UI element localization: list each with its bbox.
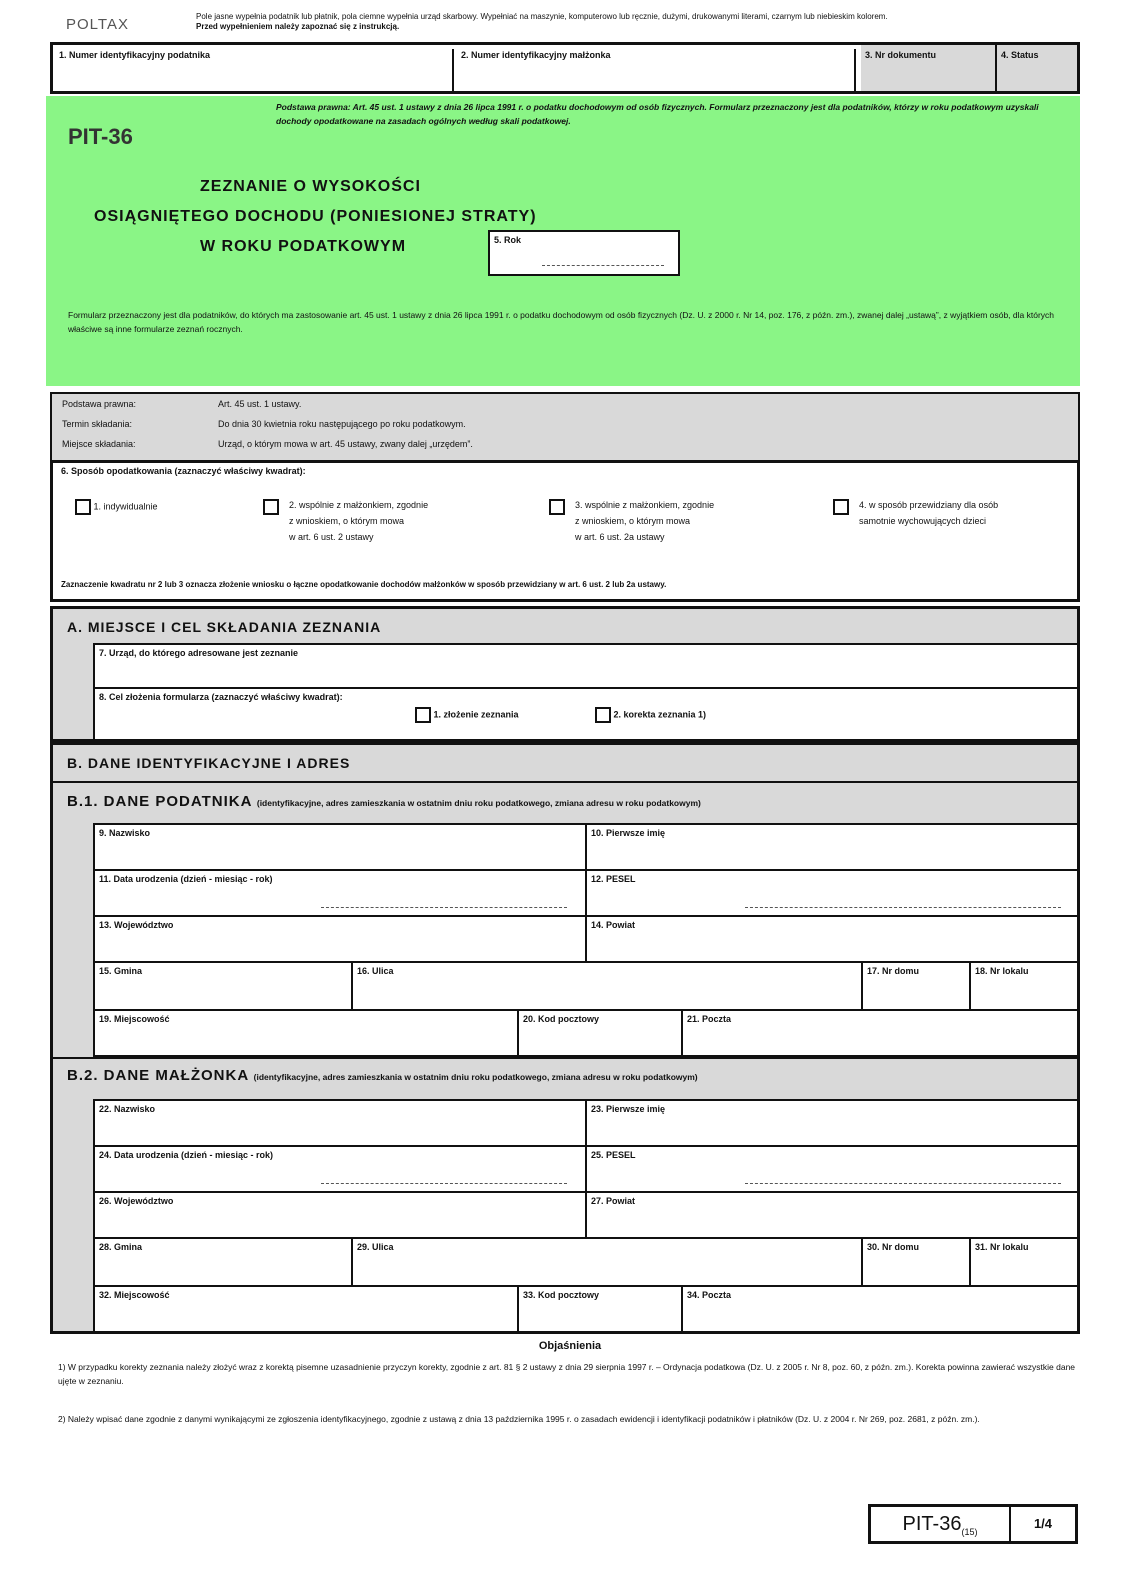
checkbox[interactable] (415, 707, 431, 723)
b2-flat-number-field[interactable]: 31. Nr lokalu (975, 1242, 1029, 1252)
footnotes-title: Objaśnienia (538, 1340, 602, 1352)
b1-pesel-dots (745, 907, 1061, 908)
b2-pesel-field[interactable]: 25. PESEL (591, 1150, 636, 1160)
tax-year-label: 5. Rok (494, 235, 522, 245)
legal-info-block (50, 392, 1080, 462)
b2-postcode-field[interactable]: 33. Kod pocztowy (523, 1290, 600, 1300)
b2-post-office-field[interactable]: 34. Poczta (687, 1290, 732, 1300)
section-b-title: B. DANE IDENTYFIKACYJNE I ADRES (67, 755, 351, 771)
checkbox[interactable] (595, 707, 611, 723)
b1-first-name-field[interactable]: 10. Pierwsze imię (591, 828, 666, 838)
b1-flat-number-field[interactable]: 18. Nr lokalu (975, 966, 1029, 976)
section-a (50, 606, 1080, 742)
method-option-single-parent[interactable]: 4. w sposób przewidziany dla osób samotnie wychowujących dzieci (833, 499, 1073, 515)
checkbox[interactable] (833, 499, 849, 515)
b1-pesel-field[interactable]: 12. PESEL (591, 874, 636, 884)
b1-birth-date-dots (321, 907, 567, 908)
legal-row: Miejsce składania: Urząd, o którym mowa w art. 45 ustawy, zwany dalej „urzędem”. (62, 439, 473, 449)
method-option-individual[interactable]: 1. indywidualnie (75, 499, 265, 515)
section-b-divider (53, 781, 1077, 783)
b2-commune-field[interactable]: 28. Gmina (99, 1242, 143, 1252)
b2-birth-date-field[interactable]: 24. Data urodzenia (dzień - miesiąc - rok) (99, 1150, 274, 1160)
taxation-method-note: Zaznaczenie kwadratu nr 2 lub 3 oznacza złożenie wniosku o łączne opodatkowanie dochodów małżonków w sposób przewidziany w art. 6 ust. 2 lub 2a ustawy. (61, 580, 667, 589)
form-title-line2: OSIĄGNIĘTEGO DOCHODU (PONIESIONEJ STRATY) (94, 208, 537, 225)
spouse-id-field[interactable]: 2. Numer identyfikacyjny małżonka (461, 49, 856, 93)
b1-commune-field[interactable]: 15. Gmina (99, 966, 143, 976)
b2-first-name-field[interactable]: 23. Pierwsze imię (591, 1104, 666, 1114)
header-id-row (50, 42, 1080, 94)
b2-region-field[interactable]: 26. Województwo (99, 1196, 174, 1206)
section-a-title: A. MIEJSCE I CEL SKŁADANIA ZEZNANIA (67, 619, 382, 635)
form-intro: Podstawa prawna: Art. 45 ust. 1 ustawy z dnia 26 lipca 1991 r. o podatku dochodowym od osób fizycznych. Formularz przeznaczony jest dla podatników, którzy w roku podatkowym uzyskali dochody opodatkowane na zasadach ogólnych według skali podatkowej. (276, 102, 1039, 126)
purpose-option-filing[interactable]: 1. złożenie zeznania (415, 707, 519, 723)
method-option-joint-6-2a[interactable]: 3. wspólnie z małżonkiem, zgodnie z wnioskiem, o którym mowa w art. 6 ust. 2a ustawy (549, 499, 819, 515)
footnote-2: 2) Należy wpisać dane zgodnie z danymi wynikającymi ze zgłoszenia identyfikacyjnego, zgodnie z ustawą z dnia 13 października 1995 r. o zasadach ewidencji i identyfikacji podatników i płatników (Dz. U. z 2004 r. Nr 269, poz. 2681, z późn. zm.). (58, 1414, 980, 1424)
purpose-option-correction[interactable]: 2. korekta zeznania 1) (595, 707, 706, 723)
corner-form-code: PIT-$36_{(15)}$ (871, 1507, 1011, 1541)
section-b2-title: B.2. DANE MAŁŻONKA (identyfikacyjne, adres zamieszkania w ostatnim dniu roku podatkowego, zmiana adresu w roku podatkowym) (67, 1067, 698, 1084)
section-b1-title: B.1. DANE PODATNIKA (identyfikacyjne, adres zamieszkania w ostatnim dniu roku podatkowego, zmiana adresu w roku podatkowym) (67, 793, 701, 810)
section-b (50, 742, 1080, 1334)
checkbox[interactable] (75, 499, 91, 515)
b1-house-number-field[interactable]: 17. Nr domu (867, 966, 920, 976)
b1-surname-field[interactable]: 9. Nazwisko (99, 828, 151, 838)
office-field[interactable] (93, 643, 1079, 689)
b1-fields (93, 823, 1079, 1057)
purpose-field (93, 689, 1079, 741)
form-title-block (46, 96, 1080, 386)
b1-county-field[interactable]: 14. Powiat (591, 920, 636, 930)
tax-year-dots (542, 265, 664, 266)
checkbox[interactable] (549, 499, 565, 515)
b1-post-office-field[interactable]: 21. Poczta (687, 1014, 732, 1024)
footnote-1: 1) W przypadku korekty zeznania należy złożyć wraz z korektą pisemne uzasadnienie przyczyn korekty, zgodnie z art. 81 § 2 ustawy z dnia 29 sierpnia 1997 r. – Ordynacja podatkowa (Dz. U. z 2005 r. Nr 8, poz. 60, z późn. zm.). Korekta powinna zawierać wszystkie dane ujęte w zeznaniu. (58, 1362, 1076, 1386)
b1-street-field[interactable]: 16. Ulica (357, 966, 394, 976)
taxation-method-block (50, 460, 1080, 602)
taxpayer-id-field[interactable]: 1. Numer identyfikacyjny podatnika (59, 49, 454, 93)
method-option-joint-6-2[interactable]: 2. wspólnie z małżonkiem, zgodnie z wnioskiem, o którym mowa w art. 6 ust. 2 ustawy (263, 499, 533, 515)
b2-surname-field[interactable]: 22. Nazwisko (99, 1104, 156, 1114)
b2-pesel-dots (745, 1183, 1061, 1184)
page-corner (868, 1504, 1078, 1544)
office-label: 7. Urząd, do którego adresowane jest zeznanie (99, 648, 299, 658)
legal-row: Podstawa prawna: Art. 45 ust. 1 ustawy. (62, 399, 302, 409)
b1-postcode-field[interactable]: 20. Kod pocztowy (523, 1014, 600, 1024)
b1-region-field[interactable]: 13. Województwo (99, 920, 174, 930)
b2-city-field[interactable]: 32. Miejscowość (99, 1290, 170, 1300)
b1-birth-date-field[interactable]: 11. Data urodzenia (dzień - miesiąc - rok) (99, 874, 273, 884)
header-note: Pole jasne wypełnia podatnik lub płatnik, pola ciemne wypełnia urząd skarbowy. Wypełniać na maszynie, komputerowo lub ręcznie, dużymi, drukowanymi literami, czarnym lub niebieskim kolorem. Przed wypełnieniem należy zapoznać się z instrukcją. (196, 12, 888, 31)
brand-logo: POLTAX (66, 16, 129, 33)
status-field: 4. Status (997, 45, 1077, 91)
purpose-label: 8. Cel złożenia formularza (zaznaczyć właściwy kwadrat): (99, 692, 343, 702)
legal-row: Termin składania: Do dnia 30 kwietnia roku następującego po roku podatkowym. (62, 419, 466, 429)
b2-fields (93, 1099, 1079, 1333)
form-code: PIT-36 (68, 124, 133, 149)
form-title-line1: ZEZNANIE O WYSOKOŚCI (200, 178, 421, 195)
document-number-field: 3. Nr dokumentu (861, 45, 997, 91)
tax-year-field[interactable] (488, 230, 680, 276)
form-footer-text: Formularz przeznaczony jest dla podatników, do których ma zastosowanie art. 45 ust. 1 ustawy z dnia 26 lipca 1991 r. o podatku dochodowym od osób fizycznych (Dz. U. z 2000 r. Nr 14, poz. 176, z późn. zm.), zwanej dalej „ustawą”, z wyjątkiem osób, dla których właściwe są inne formularze zeznań rocznych. (68, 310, 1055, 334)
b2-county-field[interactable]: 27. Powiat (591, 1196, 636, 1206)
b1-city-field[interactable]: 19. Miejscowość (99, 1014, 170, 1024)
section-b2-divider (53, 1057, 1077, 1059)
b2-house-number-field[interactable]: 30. Nr domu (867, 1242, 920, 1252)
b2-street-field[interactable]: 29. Ulica (357, 1242, 394, 1252)
taxation-method-title: 6. Sposób opodatkowania (zaznaczyć właściwy kwadrat): (61, 466, 306, 476)
b2-birth-date-dots (321, 1183, 567, 1184)
form-title-line3: W ROKU PODATKOWYM (200, 238, 407, 255)
checkbox[interactable] (263, 499, 279, 515)
corner-page-number: 1/4 (1033, 1516, 1053, 1531)
